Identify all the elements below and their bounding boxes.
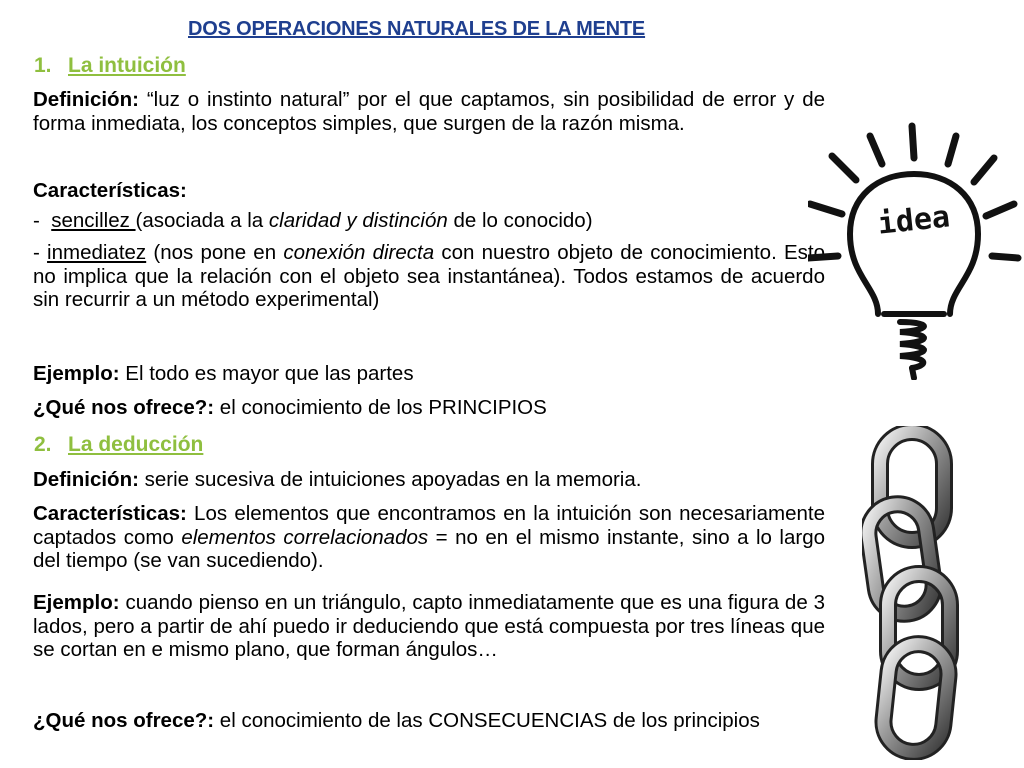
section-2-heading	[34, 433, 203, 457]
deduction-definition	[33, 468, 641, 492]
bullet-italic: claridad y distinción	[268, 209, 448, 232]
bullet-text-a: (nos pone en	[146, 241, 284, 264]
definition-text: “luz o instinto natural” por el que captamos, sin posibilidad de error y de forma inmediata, los conceptos simples, que surgen de la razón misma.	[33, 88, 825, 135]
offer-text: el conocimiento de los PRINCIPIOS	[214, 396, 547, 419]
section-2-label: La deducción	[68, 433, 204, 456]
offer-text: el conocimiento de las CONSECUENCIAS de los principios	[214, 709, 760, 732]
definition-label: Definición:	[33, 468, 139, 491]
section-1-number: 1.	[34, 54, 52, 77]
intuition-characteristics-label	[33, 179, 187, 203]
bullet-italic: conexión directa	[283, 241, 435, 264]
bullet-text-a: (asociada a la	[135, 209, 269, 232]
example-text: El todo es mayor que las partes	[119, 362, 414, 385]
characteristics-text-b: = no en el mismo instante, sino a lo largo del tiempo (se van sucediendo).	[33, 525, 826, 572]
section-2-number: 2.	[34, 433, 52, 456]
chain-links-icon	[862, 426, 972, 760]
intuition-example	[33, 362, 414, 386]
intuition-bullet-immediacy	[33, 241, 825, 312]
deduction-offer	[33, 709, 760, 733]
deduction-example	[33, 591, 825, 662]
example-label: Ejemplo:	[33, 362, 120, 385]
characteristics-label: Características:	[33, 502, 187, 525]
example-label: Ejemplo:	[33, 591, 120, 614]
characteristics-italic: elementos correlacionados	[181, 525, 429, 549]
section-1-label: La intuición	[68, 54, 186, 77]
bullet-dash: -	[33, 241, 48, 264]
lightbulb-idea-icon	[808, 118, 1024, 380]
bullet-term: sencillez	[51, 209, 136, 232]
section-1-heading	[34, 54, 186, 78]
intuition-offer	[33, 396, 547, 420]
deduction-characteristics	[33, 502, 825, 573]
intuition-bullet-simplicity	[33, 209, 593, 233]
definition-label: Definición:	[33, 88, 139, 111]
bullet-term: inmediatez	[47, 241, 147, 264]
bullet-dash: -	[33, 209, 40, 232]
characteristics-label: Características:	[33, 179, 187, 202]
slide-title: DOS OPERACIONES NATURALES DE LA MENTE	[188, 18, 646, 40]
characteristics-text-a: Los elementos que encontramos en la intuición son necesariamente captados como	[33, 502, 825, 549]
bulb-word: idea	[876, 199, 952, 242]
bullet-text-b: de lo conocido)	[447, 209, 593, 232]
intuition-definition	[33, 88, 825, 135]
bullet-text-b: con nuestro objeto de conocimiento. Esto no implica que la relación con el objeto sea instantánea). Todos estamos de acuerdo sin recurrir a un método experimental)	[33, 241, 825, 311]
definition-text: serie sucesiva de intuiciones apoyadas en la memoria.	[138, 468, 642, 491]
example-text: cuando pienso en un triángulo, capto inmediatamente que es una figura de 3 lados, pero a partir de ahí puedo ir deduciendo que está compuesta por tres líneas que se cortan en e mismo plano, que forman ángulos…	[33, 591, 825, 661]
offer-label: ¿Qué nos ofrece?:	[33, 709, 215, 732]
offer-label: ¿Qué nos ofrece?:	[33, 396, 215, 419]
